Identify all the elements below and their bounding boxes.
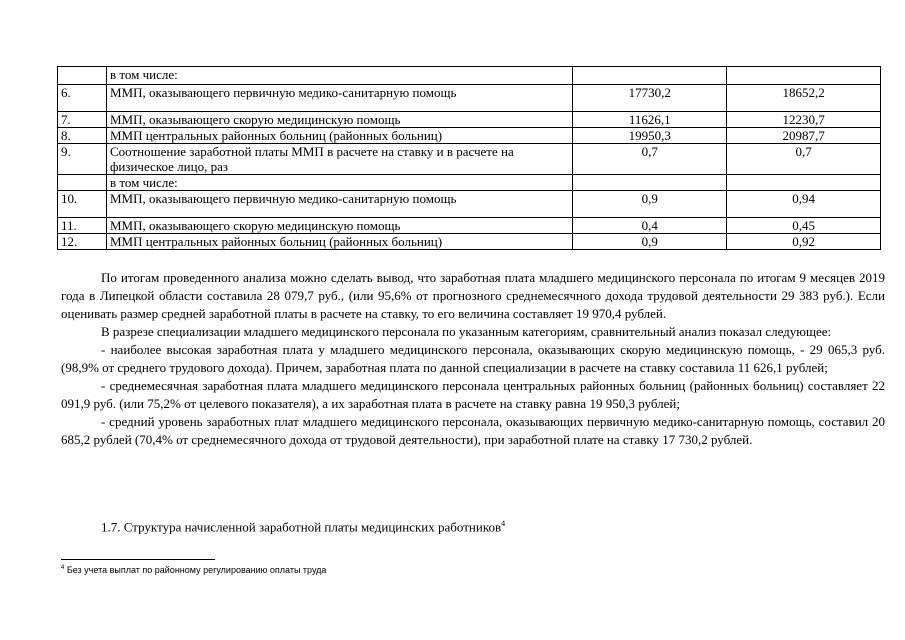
row-10	[58, 191, 881, 218]
value-col-1	[573, 67, 727, 85]
salary-table	[57, 66, 881, 250]
row-6	[58, 85, 881, 112]
value-col-2: 0,92	[727, 234, 881, 250]
value-col-1: 0,7	[573, 144, 727, 175]
row-number	[58, 67, 107, 85]
row-label: ММП, оказывающего скорую медицинскую помощь	[106, 112, 572, 128]
row-label: в том числе:	[106, 67, 572, 85]
analysis-text	[61, 269, 885, 449]
row-label: ММП, оказывающего скорую медицинскую помощь	[106, 218, 572, 234]
value-col-2: 18652,2	[727, 85, 881, 112]
row-label: ММП, оказывающего первичную медико-санитарную помощь	[106, 85, 572, 112]
value-col-2	[727, 175, 881, 191]
footnote-ref: 4	[501, 519, 506, 528]
row-label: ММП центральных районных больниц (районных больниц)	[106, 128, 572, 144]
value-col-1: 11626,1	[573, 112, 727, 128]
row-9	[58, 144, 881, 175]
row-7	[58, 112, 881, 128]
row-number	[58, 175, 107, 191]
value-col-1: 0,9	[573, 234, 727, 250]
row-label: ММП центральных районных больниц (районных больниц)	[106, 234, 572, 250]
section-heading	[101, 519, 505, 535]
value-col-1: 0,9	[573, 191, 727, 218]
value-col-1	[573, 175, 727, 191]
list-item: - среднемесячная заработная плата младшего медицинского персонала центральных районных больниц (районных больниц) составляет 22 091,9 руб. (или 75,2% от целевого показателя), а их заработная плата в расчете на ставку равна 19 950,3 рублей;	[61, 378, 885, 411]
row-12	[58, 234, 881, 250]
footnote-text: Без учета выплат по районному регулированию оплаты труда	[64, 565, 327, 575]
row-subheader-1	[58, 67, 881, 85]
list-item: - наиболее высокая заработная плата у младшего медицинского персонала, оказывающих скорую медицинскую помощь, - 29 065,3 руб. (98,9% от среднего трудового дохода). Причем, заработная плата по данной специализации в расчете на ставку составила 11 626,1 рублей;	[61, 342, 885, 375]
row-number: 11.	[58, 218, 107, 234]
row-number: 9.	[58, 144, 107, 175]
value-col-1: 19950,3	[573, 128, 727, 144]
footnote-divider	[61, 559, 215, 560]
footnote-marker: 4	[61, 565, 65, 571]
value-col-2	[727, 67, 881, 85]
row-8	[58, 128, 881, 144]
row-number: 12.	[58, 234, 107, 250]
paragraph-intro: В разрезе специализации младшего медицинского персонала по указанным категориям, сравнительный анализ показал следующее:	[101, 324, 832, 339]
list-item: - средний уровень заработных плат младшего медицинского персонала, оказывающих первичную медико-санитарную помощь, составил 20 685,2 рублей (70,4% от среднемесячного дохода от трудовой деятельности), при заработной плате на ставку 17 730,2 рублей.	[61, 414, 885, 447]
value-col-1: 0,4	[573, 218, 727, 234]
value-col-2: 20987,7	[727, 128, 881, 144]
row-label: Соотношение заработной платы ММП в расчете на ставку и в расчете на физическое лицо, раз	[106, 144, 572, 175]
row-number: 8.	[58, 128, 107, 144]
value-col-2: 0,94	[727, 191, 881, 218]
value-col-2: 0,45	[727, 218, 881, 234]
row-number: 10.	[58, 191, 107, 218]
row-number: 7.	[58, 112, 107, 128]
footnote	[61, 565, 326, 575]
section-heading-text: 1.7. Структура начисленной заработной платы медицинских работников	[101, 519, 502, 535]
value-col-1: 17730,2	[573, 85, 727, 112]
row-11	[58, 218, 881, 234]
row-label: ММП, оказывающего первичную медико-санитарную помощь	[106, 191, 572, 218]
row-number: 6.	[58, 85, 107, 112]
paragraph-conclusion: По итогам проведенного анализа можно сделать вывод, что заработная плата младшего медицинского персонала по итогам 9 месяцев 2019 года в Липецкой области составила 28 079,7 руб., (или 95,6% от прогнозного среднемесячного дохода трудовой деятельности 29 383 руб.). Если оценивать размер средней заработной платы в расчете на ставку, то его величина составляет 19 970,4 рублей.	[61, 270, 885, 321]
row-subheader-2	[58, 175, 881, 191]
value-col-2: 0,7	[727, 144, 881, 175]
value-col-2: 12230,7	[727, 112, 881, 128]
row-label: в том числе:	[106, 175, 572, 191]
